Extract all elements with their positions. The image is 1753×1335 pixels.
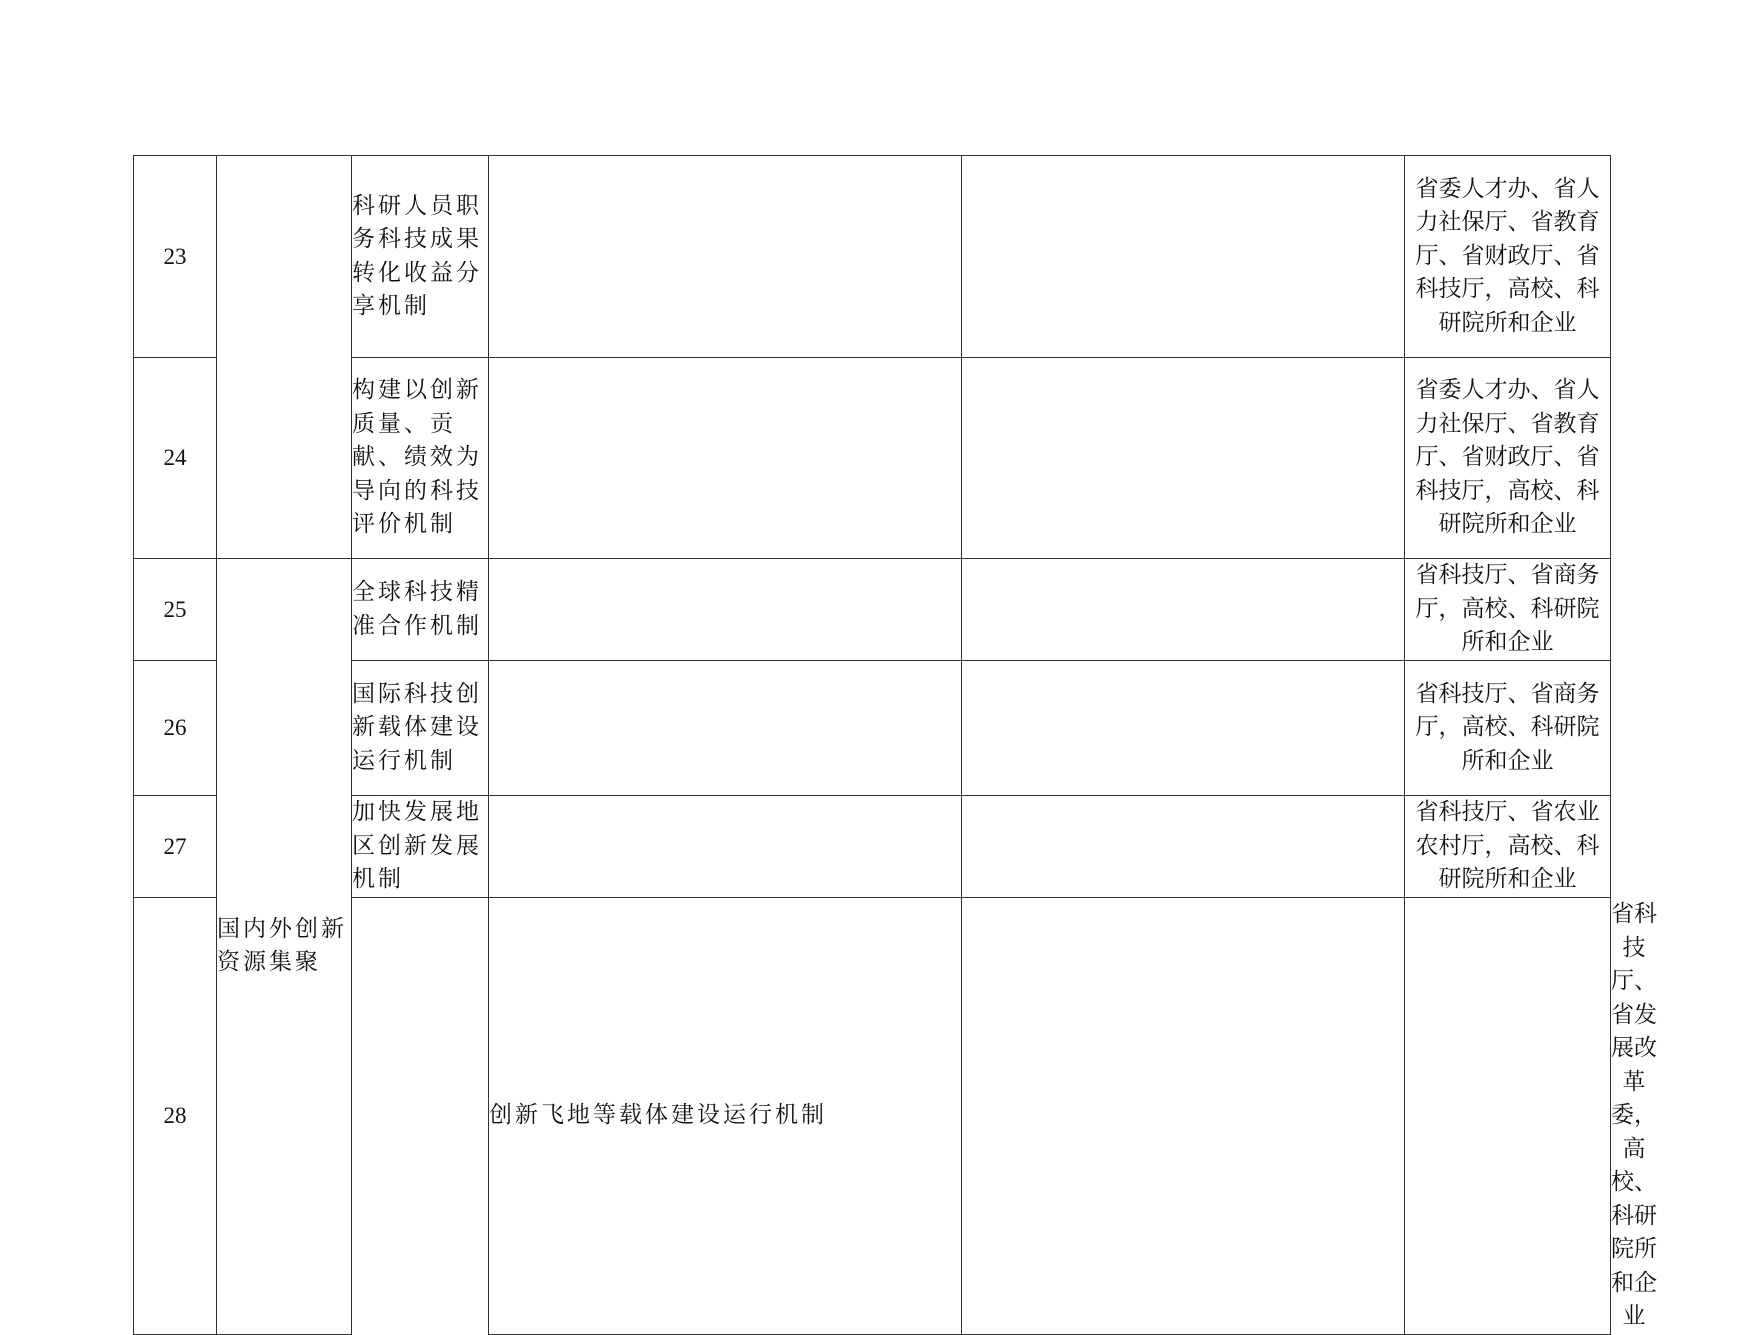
row-number: 27 xyxy=(134,796,217,898)
task-item: 构建以创新质量、贡献、绩效为导向的科技评价机制 xyxy=(352,358,489,559)
table-row xyxy=(134,661,1611,796)
responsible-units xyxy=(1405,156,1611,358)
blank-cell xyxy=(489,661,962,796)
responsible-units xyxy=(1405,559,1611,661)
blank-cell xyxy=(962,661,1405,796)
row-number: 25 xyxy=(134,559,217,661)
table-row xyxy=(134,796,1611,898)
category-cell xyxy=(217,156,352,559)
responsible-units-text: 省委人才办、省人力社保厅、省教育厅、省财政厅、省科技厅，高校、科研院所和企业 xyxy=(1415,175,1600,336)
blank-cell xyxy=(489,559,962,661)
task-item: 加快发展地区创新发展机制 xyxy=(352,796,489,898)
row-number: 26 xyxy=(134,661,217,796)
blank-cell xyxy=(962,898,1405,1335)
row-number: 24 xyxy=(134,358,217,559)
blank-cell xyxy=(962,358,1405,559)
task-item: 创新飞地等载体建设运行机制 xyxy=(489,898,962,1335)
responsible-units xyxy=(1405,796,1611,898)
responsible-units xyxy=(1405,358,1611,559)
blank-cell xyxy=(962,559,1405,661)
row-number: 23 xyxy=(134,156,217,358)
row-number: 28 xyxy=(134,898,217,1335)
task-item: 全球科技精准合作机制 xyxy=(352,559,489,661)
blank-cell xyxy=(489,358,962,559)
blank-cell xyxy=(962,156,1405,358)
table-row xyxy=(134,898,1611,1335)
table-row xyxy=(134,559,1611,661)
blank-cell xyxy=(489,156,962,358)
responsible-units-text: 省委人才办、省人力社保厅、省教育厅、省财政厅、省科技厅，高校、科研院所和企业 xyxy=(1415,377,1600,538)
table-row xyxy=(134,358,1611,559)
task-item: 科研人员职务科技成果转化收益分享机制 xyxy=(352,156,489,358)
responsible-units-text: 省科技厅、省商务厅，高校、科研院所和企业 xyxy=(1415,562,1600,656)
category-cell: 国内外创新资源集聚 xyxy=(217,559,352,1335)
blank-cell xyxy=(962,796,1405,898)
responsible-units-text: 省科技厅、省发展改革委，高校、科研院所和企业 xyxy=(1611,901,1657,1329)
blank-cell xyxy=(1405,898,1611,1335)
responsible-units-text: 省科技厅、省农业农村厅，高校、科研院所和企业 xyxy=(1415,799,1600,893)
task-item: 国际科技创新载体建设运行机制 xyxy=(352,661,489,796)
blank-cell xyxy=(489,796,962,898)
responsible-units-text: 省科技厅、省商务厅，高校、科研院所和企业 xyxy=(1415,680,1600,774)
reform-task-table xyxy=(133,155,1657,1335)
responsible-units xyxy=(1405,661,1611,796)
category-cell xyxy=(352,898,489,1335)
table-row xyxy=(134,156,1611,358)
